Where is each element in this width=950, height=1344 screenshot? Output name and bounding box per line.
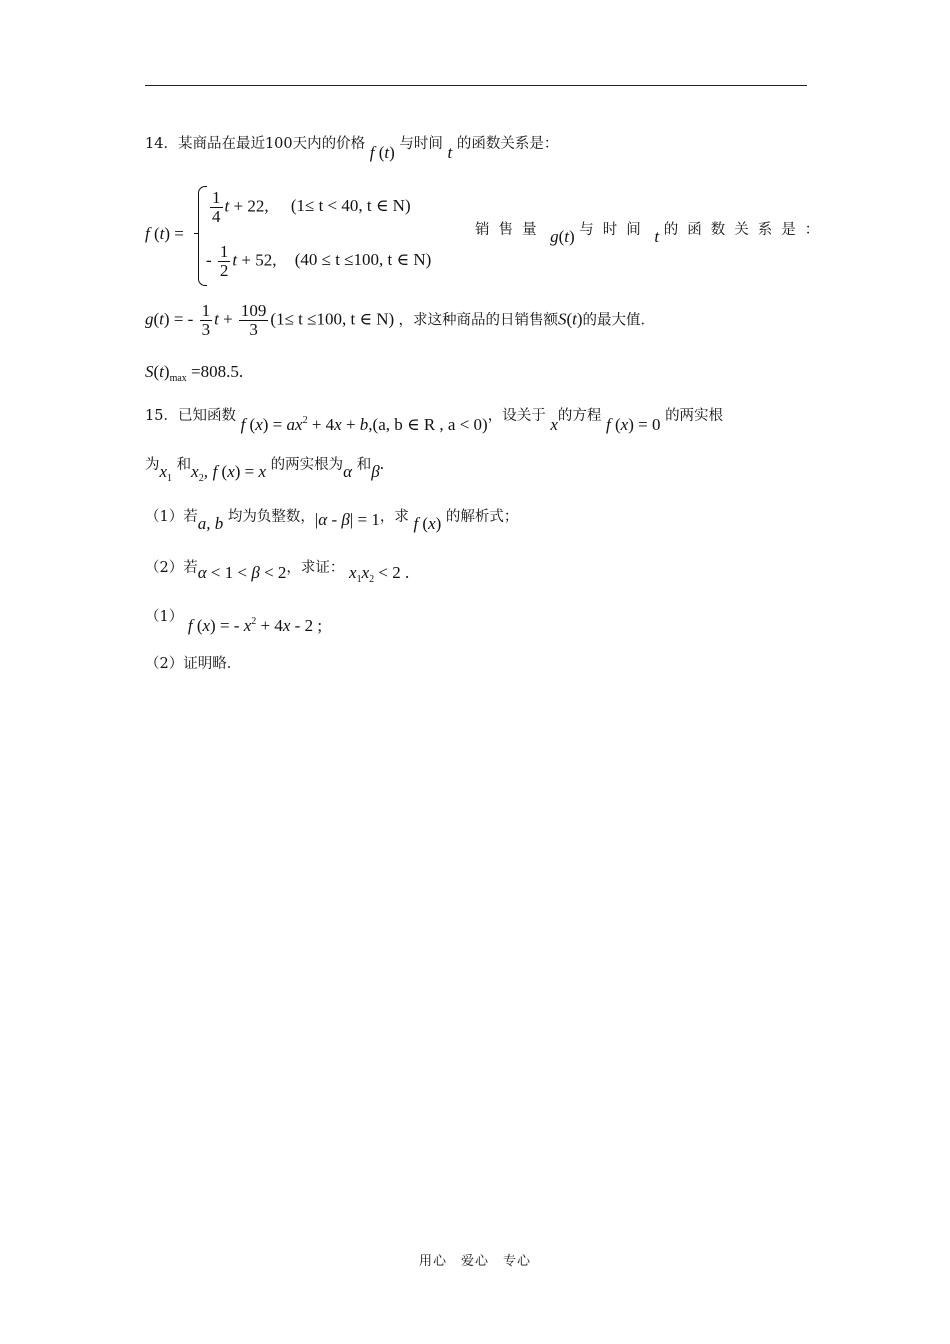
q14-piece1-cond: (1≤ t < 40, t ∈ N)	[290, 196, 411, 216]
q15-p2-b: ，求证：	[286, 560, 345, 576]
footer-text: 用心 爱心 专心	[418, 1254, 531, 1269]
q15-x1x2: $x_1x_2 < 2$ .	[349, 563, 410, 585]
q15-p1-b: 均为负整数，	[227, 509, 315, 525]
q14-piece2-cond: (40 ≤ t ≤100, t ∈ N)	[294, 250, 432, 270]
header-rule	[145, 85, 807, 86]
q14-t: t	[447, 143, 453, 162]
q15-p1-c: ，求	[379, 509, 409, 525]
q15-part2	[145, 556, 410, 585]
q15-answer1	[145, 605, 323, 635]
q14-answer-value: =808.5	[191, 362, 239, 381]
piecewise-brace-tip	[194, 233, 199, 234]
q15-roots-text: 的两实根	[665, 408, 724, 424]
q15-intro-text: 15．已知函数	[145, 408, 236, 424]
q15-ab: a, b	[197, 514, 224, 533]
q14-sales-text: 销售量	[475, 222, 546, 238]
q15-x: x	[550, 415, 558, 434]
q15-fx: f $(x) = ax^2 + 4x + b,(a$, b ∈ R , a < 0)	[240, 415, 488, 434]
q14-ask-end: 的最大值．	[582, 312, 656, 329]
q15-eq-text2: 的方程	[557, 408, 602, 424]
q15-line2-d: 和	[356, 457, 372, 473]
q14-gt: g(t)	[550, 227, 575, 246]
q14-piece1: $\frac{1}{4}$ t + 22, (1≤ t < 40, t ∈ N)	[212, 188, 411, 226]
q15-fx2: f (x)	[413, 514, 442, 533]
q15-alpha: α	[343, 462, 353, 481]
q14-intro-text: 14．某商品在最近	[145, 136, 265, 152]
q14-ft-lhs: f (t) =	[145, 224, 184, 243]
q15-line2-c: 的两实根为	[270, 457, 344, 473]
q14-intro-text-d: 的函数关系是：	[456, 136, 559, 152]
q15-abs: |α - β| = 1	[314, 510, 380, 529]
q14-ft: f (t)	[369, 143, 395, 162]
q14-answer-dot: .	[238, 362, 244, 381]
q15-cond: (a, b ∈ R , a < 0)	[372, 415, 488, 434]
q15-x2: $x_2$,	[191, 462, 208, 484]
q14-intro-text-c: 与时间	[399, 136, 443, 152]
q15-answer2: （2）证明略．	[145, 656, 242, 672]
q15-x1: $x_1$	[159, 462, 173, 484]
q14-days: 100	[264, 136, 293, 152]
q14-answer: $S(t)_{max} =808.5$.	[145, 362, 244, 384]
q14-g-formula: g(t) = - $\frac{1}{3}$ t + $\frac{109}{3}$ (1≤ t ≤100, t ∈ N) ，求这种商品的日销售额S(t)的最大值．	[145, 301, 656, 339]
q15-intro	[145, 404, 724, 434]
q15-eq-text: ，设关于	[487, 408, 546, 424]
q15-p1-a: （1）若	[145, 509, 198, 525]
q14-intro	[145, 132, 559, 162]
q14-g-cond: (1≤ t ≤100, t ∈ N)	[270, 309, 395, 329]
q15-part1	[145, 505, 519, 533]
q15-p1-d: 的解析式；	[445, 509, 519, 525]
q14-ask: ，求这种商品的日销售额	[398, 312, 558, 329]
q14-sales	[475, 218, 829, 246]
q15-fx0: f (x) = 0	[606, 415, 661, 434]
q15-line2: 为$x_1$ 和$x_2$, f (x) = x 的两实根为α 和β.	[145, 454, 384, 484]
q15-p2-a: （2）若	[145, 560, 198, 576]
q15-fxx: f (x) = x	[212, 462, 267, 481]
q14-sales-time: 与时间	[579, 222, 650, 238]
q15-line2-a: 为	[145, 457, 160, 473]
q15-beta: β	[371, 462, 380, 481]
q15-ineq: α < 1 < β < 2	[197, 563, 287, 582]
q14-intro-text-b: 天内的价格	[292, 136, 366, 152]
q14-piece2: - $\frac{1}{2}$ t + 52, (40 ≤ t ≤100, t ∈ N)	[206, 242, 432, 280]
q14-t2: t	[654, 227, 660, 246]
q15-line2-b: 和	[176, 457, 192, 473]
q14-sales-rel: 的函数关系是：	[663, 222, 829, 238]
q15-ans1-label: （1）	[145, 609, 184, 625]
q15-ans1-formula: f (x) = - $x^2 + 4x - 2$ ;	[187, 616, 323, 635]
